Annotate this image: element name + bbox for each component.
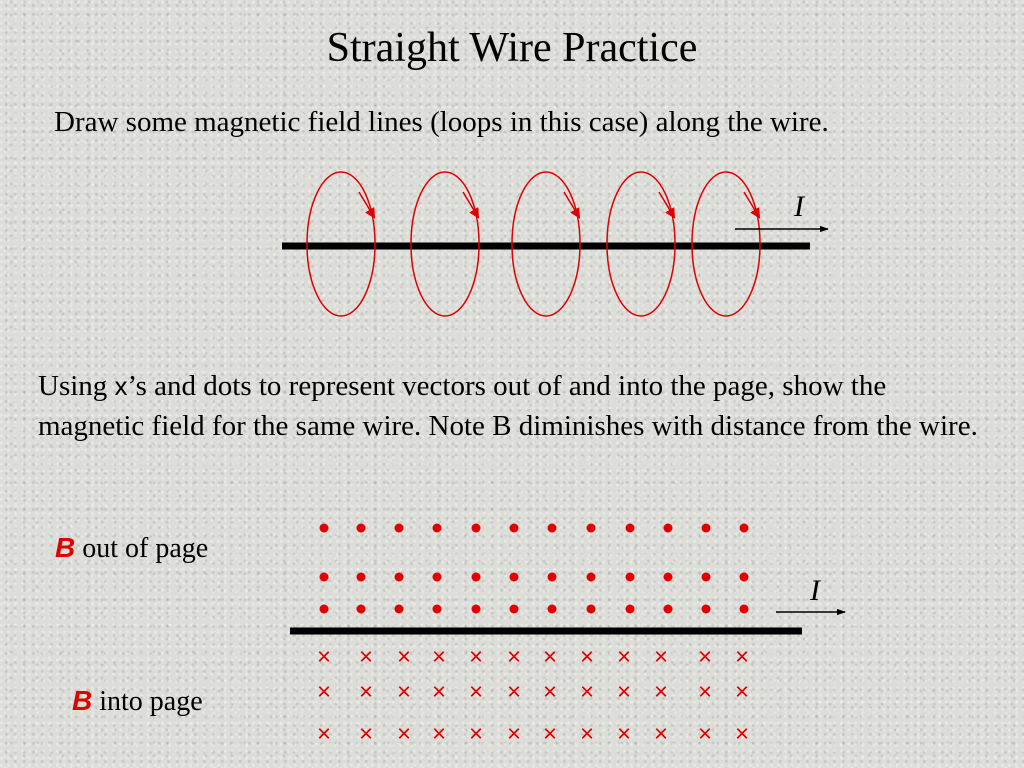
field-cross-in: × <box>358 720 374 748</box>
field-dot-out <box>395 524 404 533</box>
field-dot-out <box>587 605 596 614</box>
field-dot-out <box>740 524 749 533</box>
field-dot-out <box>472 573 481 582</box>
field-dot-out <box>510 524 519 533</box>
field-dot-out <box>320 573 329 582</box>
field-dot-out <box>626 573 635 582</box>
field-cross-in: × <box>697 720 713 748</box>
field-cross-in: × <box>734 643 750 671</box>
field-dot-out <box>320 605 329 614</box>
field-cross-in: × <box>396 678 412 706</box>
field-cross-in: × <box>468 720 484 748</box>
field-cross-in: × <box>653 720 669 748</box>
field-dot-out <box>357 524 366 533</box>
field-dot-out <box>472 524 481 533</box>
field-cross-in: × <box>506 678 522 706</box>
field-dot-out <box>548 605 557 614</box>
field-dot-out <box>664 605 673 614</box>
field-cross-in: × <box>468 678 484 706</box>
field-cross-in: × <box>579 678 595 706</box>
field-cross-in: × <box>579 720 595 748</box>
field-cross-in: × <box>616 643 632 671</box>
field-cross-in: × <box>579 643 595 671</box>
field-cross-in: × <box>358 643 374 671</box>
current-label-bottom: I <box>810 574 820 607</box>
field-cross-in: × <box>431 678 447 706</box>
field-dot-out <box>626 524 635 533</box>
field-dot-out <box>510 573 519 582</box>
field-cross-in: × <box>468 643 484 671</box>
slide-title: Straight Wire Practice <box>326 25 698 71</box>
label-b-out-of-page <box>55 531 208 566</box>
field-cross-in: × <box>542 720 558 748</box>
field-dot-out <box>702 573 711 582</box>
field-cross-in: × <box>431 643 447 671</box>
field-cross-in: × <box>316 720 332 748</box>
label-b-into-page <box>72 684 203 719</box>
field-dot-out <box>587 573 596 582</box>
field-cross-in: × <box>506 720 522 748</box>
field-cross-in: × <box>653 678 669 706</box>
field-cross-in: × <box>316 678 332 706</box>
field-dot-out <box>587 524 596 533</box>
field-dot-out <box>548 524 557 533</box>
field-cross-in: × <box>616 720 632 748</box>
field-cross-in: × <box>542 678 558 706</box>
field-dot-out <box>357 605 366 614</box>
label-in-symbol: B <box>72 685 93 716</box>
field-dot-out <box>433 605 442 614</box>
field-dot-out <box>702 524 711 533</box>
field-dot-out <box>472 605 481 614</box>
field-cross-in: × <box>396 720 412 748</box>
field-dot-out <box>548 573 557 582</box>
field-dot-out <box>626 605 635 614</box>
field-cross-in: × <box>358 678 374 706</box>
field-dot-out <box>320 524 329 533</box>
field-cross-in: × <box>734 678 750 706</box>
field-dot-out <box>740 605 749 614</box>
field-cross-in: × <box>653 643 669 671</box>
field-cross-in: × <box>396 643 412 671</box>
field-dot-out <box>664 524 673 533</box>
field-dot-out <box>510 605 519 614</box>
field-cross-in: × <box>542 643 558 671</box>
field-cross-in: × <box>506 643 522 671</box>
field-dot-out <box>702 605 711 614</box>
field-cross-in: × <box>734 720 750 748</box>
field-dot-out <box>664 573 673 582</box>
instruction-vectors-symbol: x <box>114 371 128 401</box>
field-dot-out <box>433 573 442 582</box>
field-cross-in: × <box>616 678 632 706</box>
instruction-vectors-after: ’s and dots to represent vectors out of and into the page, show the magnetic field for the same wire. Note B diminishes with distance from the wire. <box>38 370 978 442</box>
field-dot-out <box>357 573 366 582</box>
field-dot-out <box>395 605 404 614</box>
field-cross-in: × <box>697 678 713 706</box>
label-in-text: into page <box>92 686 203 717</box>
field-cross-in: × <box>431 720 447 748</box>
field-cross-in: × <box>316 643 332 671</box>
field-cross-in: × <box>697 643 713 671</box>
label-out-text: out of page <box>75 533 209 564</box>
instruction-loops: Draw some magnetic field lines (loops in this case) along the wire. <box>54 106 829 138</box>
field-dot-out <box>395 573 404 582</box>
current-label-top: I <box>794 190 804 223</box>
instruction-vectors-before: Using <box>38 370 115 402</box>
label-out-symbol: B <box>55 532 76 563</box>
field-dot-out <box>433 524 442 533</box>
field-dot-out <box>740 573 749 582</box>
